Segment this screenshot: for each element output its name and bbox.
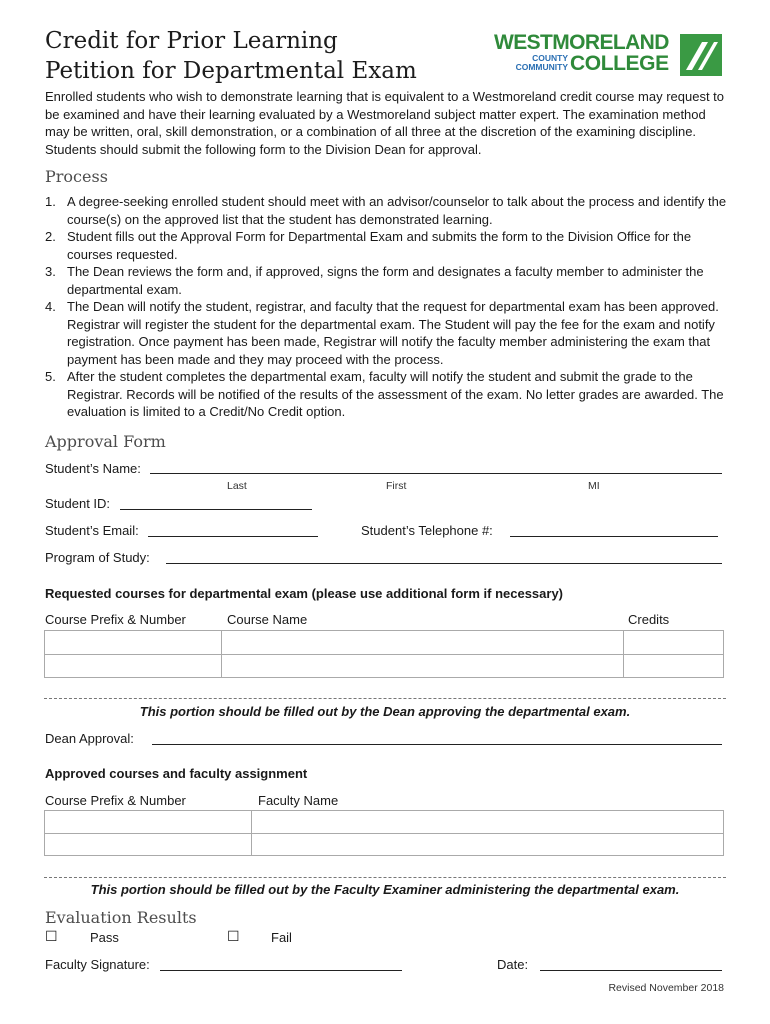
step-number: 1. (45, 194, 56, 209)
step-text: The Dean will notify the student, registrar, and faculty that the request for departmental exam has been approved. Registrar will register the student for the departmental exam. The Student will pay the fee for the exam and notify registration. Once payment has been made, Registrar will notify the faculty member administering the exam that payment has been made and they may proceed with the process. (67, 299, 719, 367)
approval-heading: Approval Form (45, 432, 166, 451)
process-step (45, 193, 727, 228)
student-id-field[interactable] (120, 509, 312, 510)
faculty-signature-label: Faculty Signature: (45, 957, 150, 972)
title-line-2: Petition for Departmental Exam (45, 58, 417, 84)
table-cell[interactable] (44, 810, 252, 834)
col-approved-prefix: Course Prefix & Number (45, 793, 186, 808)
intro-paragraph: Enrolled students who wish to demonstrate learning that is equivalent to a Westmoreland credit course may request to be examined and have their learning evaluated by a Westmoreland subject matter expert. The examination method may be written, oral, skill demonstration, or a combination of all three at the discretion of the examining discipline. Students should submit the following form to the Division Dean for approval. (45, 89, 725, 157)
col-credits: Credits (628, 612, 670, 627)
name-sub-mi: MI (588, 480, 600, 492)
table-cell[interactable] (623, 630, 724, 655)
student-name-field[interactable] (150, 473, 722, 474)
table-cell[interactable] (44, 833, 252, 856)
logo-mark-icon (680, 34, 722, 76)
step-number: 3. (45, 264, 56, 279)
date-label: Date: (497, 957, 529, 972)
step-text: A degree-seeking enrolled student should meet with an advisor/counselor to talk about the process and identify the course(s) on the approved list that the student has demonstrated learning. (67, 194, 727, 227)
process-step (45, 228, 727, 263)
table-cell[interactable] (623, 654, 724, 678)
logo-college: COLLEGE (570, 52, 669, 75)
evaluation-heading: Evaluation Results (45, 908, 197, 927)
process-step (45, 263, 727, 298)
date-field[interactable] (540, 970, 722, 971)
requested-courses-heading: Requested courses for departmental exam (please use additional form if necessary) (45, 586, 564, 601)
table-cell[interactable] (221, 654, 624, 678)
approved-courses-table (44, 810, 724, 856)
page-title (45, 26, 417, 86)
student-name-label: Student’s Name: (45, 461, 141, 476)
col-faculty-name: Faculty Name (258, 793, 339, 808)
col-course-name: Course Name (227, 612, 308, 627)
fail-checkbox[interactable]: ☐ (227, 928, 240, 944)
process-step (45, 298, 727, 368)
requested-courses-table (44, 630, 724, 678)
step-text: The Dean reviews the form and, if approved, signs the form and designates a faculty member to administer the departmental exam. (67, 264, 704, 297)
table-cell[interactable] (221, 630, 624, 655)
program-label: Program of Study: (45, 550, 150, 565)
step-text: Student fills out the Approval Form for Departmental Exam and submits the form to the Division Office for the courses requested. (67, 229, 692, 262)
col-course-prefix: Course Prefix & Number (45, 612, 186, 627)
revised-date: Revised November 2018 (608, 982, 724, 994)
fail-label: Fail (271, 930, 292, 945)
divider (44, 877, 726, 878)
logo-westmoreland: WESTMORELAND (494, 31, 669, 54)
table-cell[interactable] (44, 630, 222, 655)
pass-checkbox[interactable]: ☐ (45, 928, 58, 944)
student-id-label: Student ID: (45, 496, 111, 511)
logo-community: COMMUNITY (515, 62, 568, 72)
process-heading: Process (45, 167, 108, 186)
name-sub-first: First (386, 480, 407, 492)
step-number: 2. (45, 229, 56, 244)
step-number: 4. (45, 299, 56, 314)
step-text: After the student completes the departmental exam, faculty will notify the student and submit the grade to the Registrar. Records will be notified of the results of the assessment of the exam. No letter grades are awarded. The evaluation is limited to a Credit/No Credit option. (67, 369, 724, 419)
step-number: 5. (45, 369, 56, 384)
dean-approval-field[interactable] (152, 744, 722, 745)
student-email-label: Student’s Email: (45, 523, 139, 538)
student-email-field[interactable] (148, 536, 318, 537)
dean-approval-label: Dean Approval: (45, 731, 134, 746)
process-step (45, 368, 727, 421)
faculty-notice: This portion should be filled out by the Faculty Examiner administering the departmental exam. (90, 882, 680, 897)
pass-label: Pass (90, 930, 119, 945)
divider (44, 698, 726, 699)
faculty-signature-field[interactable] (160, 970, 402, 971)
table-cell[interactable] (44, 654, 222, 678)
approved-courses-heading: Approved courses and faculty assignment (45, 766, 308, 781)
table-cell[interactable] (251, 810, 724, 834)
student-phone-label: Student’s Telephone #: (361, 523, 493, 538)
logo-county: COUNTY (532, 53, 568, 63)
name-sub-last: Last (227, 480, 247, 492)
program-field[interactable] (166, 563, 722, 564)
process-steps (45, 193, 727, 421)
title-line-1: Credit for Prior Learning (45, 28, 338, 54)
student-phone-field[interactable] (510, 536, 718, 537)
table-cell[interactable] (251, 833, 724, 856)
dean-notice: This portion should be filled out by the Dean approving the departmental exam. (139, 704, 631, 719)
college-logo (492, 32, 728, 80)
